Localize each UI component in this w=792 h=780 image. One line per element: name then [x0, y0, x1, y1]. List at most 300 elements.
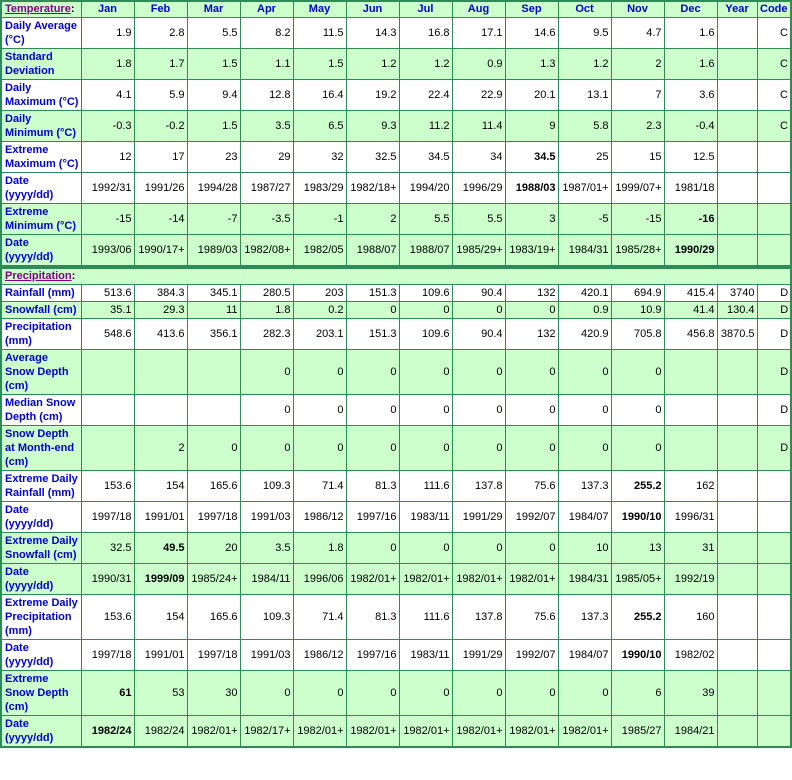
value-cell: 12.5 — [664, 142, 717, 173]
value-cell: 0 — [346, 302, 399, 319]
value-cell: 356.1 — [187, 319, 240, 350]
value-cell: 1982/01+ — [293, 716, 346, 748]
row-label: Extreme Daily Rainfall (mm) — [1, 471, 81, 502]
value-cell: 1987/27 — [240, 173, 293, 204]
value-cell: 1988/07 — [399, 235, 452, 267]
code-cell: C — [757, 80, 791, 111]
table-row — [1, 204, 791, 235]
value-cell: 2 — [611, 49, 664, 80]
value-cell: 154 — [134, 471, 187, 502]
row-label: Date (yyyy/dd) — [1, 564, 81, 595]
value-cell: 1.8 — [81, 49, 134, 80]
value-cell: 5.8 — [558, 111, 611, 142]
value-cell: 1982/17+ — [240, 716, 293, 748]
value-cell: 1982/01+ — [399, 716, 452, 748]
value-cell: 420.9 — [558, 319, 611, 350]
value-cell: 0.9 — [452, 49, 505, 80]
month-header-jun: Jun — [346, 1, 399, 18]
value-cell: 109.3 — [240, 595, 293, 640]
value-cell: 0 — [558, 671, 611, 716]
value-cell: 111.6 — [399, 595, 452, 640]
value-cell: 1996/06 — [293, 564, 346, 595]
value-cell: 153.6 — [81, 471, 134, 502]
value-cell: 1997/18 — [81, 502, 134, 533]
value-cell: 15 — [611, 142, 664, 173]
precipitation-colon: : — [71, 270, 76, 282]
value-cell: 3.6 — [664, 80, 717, 111]
table-row — [1, 235, 791, 267]
table-row — [1, 80, 791, 111]
value-cell: 1983/11 — [399, 502, 452, 533]
value-cell: -7 — [187, 204, 240, 235]
value-cell: 20 — [187, 533, 240, 564]
value-cell: 109.6 — [399, 319, 452, 350]
value-cell: 32.5 — [81, 533, 134, 564]
value-cell: 0 — [293, 350, 346, 395]
value-cell: 1992/07 — [505, 640, 558, 671]
value-cell: 0 — [558, 426, 611, 471]
value-cell: 1996/29 — [452, 173, 505, 204]
value-cell: 1.6 — [664, 18, 717, 49]
value-cell: 153.6 — [81, 595, 134, 640]
value-cell: 32.5 — [346, 142, 399, 173]
value-cell: 0 — [505, 533, 558, 564]
code-cell — [757, 204, 791, 235]
value-cell: 1985/05+ — [611, 564, 664, 595]
value-cell: 0 — [240, 395, 293, 426]
code-cell — [757, 671, 791, 716]
value-cell: 1982/05 — [293, 235, 346, 267]
row-label: Date (yyyy/dd) — [1, 640, 81, 671]
table-row — [1, 395, 791, 426]
value-cell: 6.5 — [293, 111, 346, 142]
value-cell: -3.5 — [240, 204, 293, 235]
value-cell: 3 — [505, 204, 558, 235]
value-cell: 137.3 — [558, 595, 611, 640]
value-cell: 1.3 — [505, 49, 558, 80]
value-cell: 1993/06 — [81, 235, 134, 267]
row-label: Daily Average (°C) — [1, 18, 81, 49]
month-header-dec: Dec — [664, 1, 717, 18]
row-label: Average Snow Depth (cm) — [1, 350, 81, 395]
value-cell: 384.3 — [134, 285, 187, 302]
value-cell: 203 — [293, 285, 346, 302]
temperature-table — [0, 0, 792, 267]
row-label: Extreme Daily Precipitation (mm) — [1, 595, 81, 640]
value-cell: 11 — [187, 302, 240, 319]
value-cell: 2 — [134, 426, 187, 471]
value-cell: 513.6 — [81, 285, 134, 302]
precipitation-section-link[interactable]: Precipitation — [5, 270, 72, 282]
year-cell — [717, 18, 757, 49]
value-cell: 1981/18 — [664, 173, 717, 204]
code-cell: D — [757, 319, 791, 350]
value-cell: 81.3 — [346, 595, 399, 640]
value-cell: 137.3 — [558, 471, 611, 502]
value-cell: 160 — [664, 595, 717, 640]
value-cell: 1992/31 — [81, 173, 134, 204]
year-cell — [717, 595, 757, 640]
value-cell: 31 — [664, 533, 717, 564]
row-label: Snow Depth at Month-end (cm) — [1, 426, 81, 471]
value-cell: 10.9 — [611, 302, 664, 319]
value-cell: 1988/07 — [346, 235, 399, 267]
value-cell: 0 — [399, 302, 452, 319]
value-cell: 1982/01+ — [346, 564, 399, 595]
value-cell: 420.1 — [558, 285, 611, 302]
value-cell: 255.2 — [611, 471, 664, 502]
value-cell: 1982/01+ — [505, 564, 558, 595]
value-cell: 0 — [505, 350, 558, 395]
value-cell: 137.8 — [452, 471, 505, 502]
value-cell: 9.4 — [187, 80, 240, 111]
value-cell: 1990/10 — [611, 640, 664, 671]
value-cell: 25 — [558, 142, 611, 173]
value-cell: 1989/03 — [187, 235, 240, 267]
year-cell — [717, 640, 757, 671]
value-cell: 151.3 — [346, 319, 399, 350]
value-cell: 1982/02 — [664, 640, 717, 671]
table-row — [1, 595, 791, 640]
value-cell: 17 — [134, 142, 187, 173]
table-row — [1, 564, 791, 595]
row-label: Date (yyyy/dd) — [1, 173, 81, 204]
value-cell: 0 — [346, 533, 399, 564]
value-cell: 1997/16 — [346, 640, 399, 671]
value-cell: 41.4 — [664, 302, 717, 319]
code-cell: C — [757, 49, 791, 80]
value-cell: 29.3 — [134, 302, 187, 319]
value-cell: 34.5 — [505, 142, 558, 173]
value-cell: 71.4 — [293, 471, 346, 502]
value-cell: 0 — [399, 350, 452, 395]
value-cell: 5.5 — [399, 204, 452, 235]
month-header-jul: Jul — [399, 1, 452, 18]
year-cell — [717, 395, 757, 426]
value-cell: 53 — [134, 671, 187, 716]
value-cell: 4.1 — [81, 80, 134, 111]
code-cell — [757, 564, 791, 595]
value-cell: 1983/11 — [399, 640, 452, 671]
value-cell: 1987/01+ — [558, 173, 611, 204]
value-cell: 1.8 — [293, 533, 346, 564]
value-cell: -1 — [293, 204, 346, 235]
value-cell — [134, 395, 187, 426]
year-cell: 3740 — [717, 285, 757, 302]
value-cell: 1982/18+ — [346, 173, 399, 204]
value-cell: 1.2 — [399, 49, 452, 80]
value-cell: 0 — [346, 426, 399, 471]
value-cell: 151.3 — [346, 285, 399, 302]
value-cell: 0 — [611, 395, 664, 426]
row-label: Extreme Snow Depth (cm) — [1, 671, 81, 716]
code-cell — [757, 533, 791, 564]
value-cell: 1983/19+ — [505, 235, 558, 267]
code-cell: D — [757, 302, 791, 319]
value-cell: 0 — [240, 671, 293, 716]
value-cell: 0 — [452, 302, 505, 319]
value-cell: 413.6 — [134, 319, 187, 350]
code-cell: D — [757, 285, 791, 302]
value-cell: 14.6 — [505, 18, 558, 49]
value-cell: 0 — [611, 426, 664, 471]
code-cell: C — [757, 18, 791, 49]
month-header-nov: Nov — [611, 1, 664, 18]
code-cell: C — [757, 111, 791, 142]
row-label: Date (yyyy/dd) — [1, 235, 81, 267]
value-cell — [81, 426, 134, 471]
code-cell — [757, 716, 791, 748]
value-cell: 90.4 — [452, 285, 505, 302]
value-cell: 1984/31 — [558, 235, 611, 267]
code-cell — [757, 640, 791, 671]
table-row — [1, 111, 791, 142]
value-cell: 1991/26 — [134, 173, 187, 204]
value-cell: 1982/01+ — [399, 564, 452, 595]
row-label: Median Snow Depth (cm) — [1, 395, 81, 426]
value-cell: 71.4 — [293, 595, 346, 640]
row-label: Date (yyyy/dd) — [1, 716, 81, 748]
value-cell: 32 — [293, 142, 346, 173]
value-cell: 109.3 — [240, 471, 293, 502]
value-cell: 0 — [452, 533, 505, 564]
value-cell: 20.1 — [505, 80, 558, 111]
value-cell: 1994/28 — [187, 173, 240, 204]
value-cell: 14.3 — [346, 18, 399, 49]
precipitation-header-row — [1, 268, 791, 285]
value-cell: 0 — [558, 350, 611, 395]
temperature-colon: : — [70, 3, 75, 15]
value-cell: -0.4 — [664, 111, 717, 142]
value-cell: -14 — [134, 204, 187, 235]
table-row — [1, 716, 791, 748]
value-cell: 694.9 — [611, 285, 664, 302]
row-label: Standard Deviation — [1, 49, 81, 80]
value-cell: 162 — [664, 471, 717, 502]
value-cell: 1.6 — [664, 49, 717, 80]
table-row — [1, 285, 791, 302]
value-cell: 1991/29 — [452, 640, 505, 671]
value-cell: 132 — [505, 319, 558, 350]
value-cell: 1.2 — [558, 49, 611, 80]
code-cell: D — [757, 395, 791, 426]
value-cell: 61 — [81, 671, 134, 716]
value-cell: 16.4 — [293, 80, 346, 111]
table-row — [1, 502, 791, 533]
value-cell: 11.2 — [399, 111, 452, 142]
value-cell: 1982/24 — [81, 716, 134, 748]
value-cell: 1994/20 — [399, 173, 452, 204]
year-cell: 3870.5 — [717, 319, 757, 350]
month-header-may: May — [293, 1, 346, 18]
value-cell: 1990/10 — [611, 502, 664, 533]
value-cell: 30 — [187, 671, 240, 716]
value-cell: 415.4 — [664, 285, 717, 302]
value-cell: 255.2 — [611, 595, 664, 640]
value-cell: 7 — [611, 80, 664, 111]
code-cell — [757, 595, 791, 640]
value-cell: 345.1 — [187, 285, 240, 302]
value-cell: 111.6 — [399, 471, 452, 502]
month-header-oct: Oct — [558, 1, 611, 18]
value-cell: 0 — [187, 426, 240, 471]
value-cell: -0.2 — [134, 111, 187, 142]
value-cell: 1990/31 — [81, 564, 134, 595]
year-cell — [717, 173, 757, 204]
year-cell — [717, 716, 757, 748]
month-header-sep: Sep — [505, 1, 558, 18]
value-cell: 6 — [611, 671, 664, 716]
value-cell: 0 — [293, 395, 346, 426]
year-cell — [717, 235, 757, 267]
value-cell: 109.6 — [399, 285, 452, 302]
value-cell: 1984/11 — [240, 564, 293, 595]
year-cell — [717, 350, 757, 395]
value-cell: 29 — [240, 142, 293, 173]
value-cell: 2.3 — [611, 111, 664, 142]
precipitation-table — [0, 267, 792, 748]
row-label: Extreme Minimum (°C) — [1, 204, 81, 235]
value-cell: 1996/31 — [664, 502, 717, 533]
value-cell — [187, 350, 240, 395]
year-cell — [717, 471, 757, 502]
code-header: Code — [757, 1, 791, 18]
value-cell: 1990/17+ — [134, 235, 187, 267]
value-cell: 1984/31 — [558, 564, 611, 595]
value-cell: 1991/29 — [452, 502, 505, 533]
table-row — [1, 671, 791, 716]
value-cell: 5.5 — [452, 204, 505, 235]
value-cell: 1988/03 — [505, 173, 558, 204]
value-cell: 1983/29 — [293, 173, 346, 204]
value-cell: 132 — [505, 285, 558, 302]
value-cell: 22.9 — [452, 80, 505, 111]
year-cell — [717, 142, 757, 173]
value-cell: 4.7 — [611, 18, 664, 49]
value-cell: 49.5 — [134, 533, 187, 564]
code-cell: D — [757, 426, 791, 471]
value-cell: 75.6 — [505, 471, 558, 502]
value-cell: 1982/01+ — [187, 716, 240, 748]
table-row — [1, 533, 791, 564]
row-label: Snowfall (cm) — [1, 302, 81, 319]
value-cell: 1.1 — [240, 49, 293, 80]
row-label: Daily Minimum (°C) — [1, 111, 81, 142]
code-cell — [757, 235, 791, 267]
table-row — [1, 142, 791, 173]
value-cell: 11.5 — [293, 18, 346, 49]
table-row — [1, 319, 791, 350]
value-cell: 23 — [187, 142, 240, 173]
value-cell: 0 — [293, 426, 346, 471]
column-header-row — [1, 1, 791, 18]
value-cell: 0 — [558, 395, 611, 426]
table-row — [1, 173, 791, 204]
value-cell: 10 — [558, 533, 611, 564]
value-cell: 0 — [452, 395, 505, 426]
value-cell: 75.6 — [505, 595, 558, 640]
value-cell: 19.2 — [346, 80, 399, 111]
value-cell: 1997/16 — [346, 502, 399, 533]
value-cell: -0.3 — [81, 111, 134, 142]
value-cell: 1990/29 — [664, 235, 717, 267]
value-cell: 5.9 — [134, 80, 187, 111]
value-cell: 1985/24+ — [187, 564, 240, 595]
value-cell: 35.1 — [81, 302, 134, 319]
row-label: Date (yyyy/dd) — [1, 502, 81, 533]
value-cell: 9 — [505, 111, 558, 142]
value-cell: 0 — [293, 671, 346, 716]
value-cell: 34.5 — [399, 142, 452, 173]
value-cell: 1.7 — [134, 49, 187, 80]
year-cell — [717, 426, 757, 471]
value-cell: 1984/21 — [664, 716, 717, 748]
value-cell: 1.5 — [293, 49, 346, 80]
value-cell: 1982/24 — [134, 716, 187, 748]
code-cell — [757, 173, 791, 204]
value-cell — [664, 426, 717, 471]
value-cell: -15 — [611, 204, 664, 235]
value-cell: 1982/08+ — [240, 235, 293, 267]
value-cell: 0 — [452, 350, 505, 395]
year-cell — [717, 49, 757, 80]
value-cell: 165.6 — [187, 471, 240, 502]
value-cell: 1982/01+ — [452, 564, 505, 595]
table-row — [1, 350, 791, 395]
value-cell: 165.6 — [187, 595, 240, 640]
row-label: Daily Maximum (°C) — [1, 80, 81, 111]
code-cell: D — [757, 350, 791, 395]
value-cell: 0 — [452, 671, 505, 716]
value-cell: 22.4 — [399, 80, 452, 111]
row-label: Extreme Maximum (°C) — [1, 142, 81, 173]
value-cell: 1982/01+ — [452, 716, 505, 748]
value-cell: 9.5 — [558, 18, 611, 49]
value-cell: -5 — [558, 204, 611, 235]
value-cell: 548.6 — [81, 319, 134, 350]
value-cell: 154 — [134, 595, 187, 640]
year-header: Year — [717, 1, 757, 18]
value-cell: 1982/01+ — [558, 716, 611, 748]
month-header-aug: Aug — [452, 1, 505, 18]
month-header-feb: Feb — [134, 1, 187, 18]
month-header-mar: Mar — [187, 1, 240, 18]
value-cell: 3.5 — [240, 533, 293, 564]
value-cell: 2.8 — [134, 18, 187, 49]
row-label: Extreme Daily Snowfall (cm) — [1, 533, 81, 564]
year-cell — [717, 111, 757, 142]
month-header-jan: Jan — [81, 1, 134, 18]
value-cell: 1985/29+ — [452, 235, 505, 267]
code-cell — [757, 142, 791, 173]
value-cell: 1982/01+ — [505, 716, 558, 748]
value-cell: -15 — [81, 204, 134, 235]
value-cell: 90.4 — [452, 319, 505, 350]
temperature-section-link[interactable]: Temperature — [5, 3, 71, 15]
value-cell: 203.1 — [293, 319, 346, 350]
value-cell: 1992/07 — [505, 502, 558, 533]
value-cell: 1982/01+ — [346, 716, 399, 748]
value-cell: 0 — [505, 395, 558, 426]
value-cell: 1999/09 — [134, 564, 187, 595]
value-cell: 39 — [664, 671, 717, 716]
value-cell: 0 — [452, 426, 505, 471]
table-row — [1, 49, 791, 80]
value-cell: 705.8 — [611, 319, 664, 350]
value-cell: 1.5 — [187, 49, 240, 80]
value-cell: 0 — [399, 533, 452, 564]
value-cell: 1997/18 — [81, 640, 134, 671]
